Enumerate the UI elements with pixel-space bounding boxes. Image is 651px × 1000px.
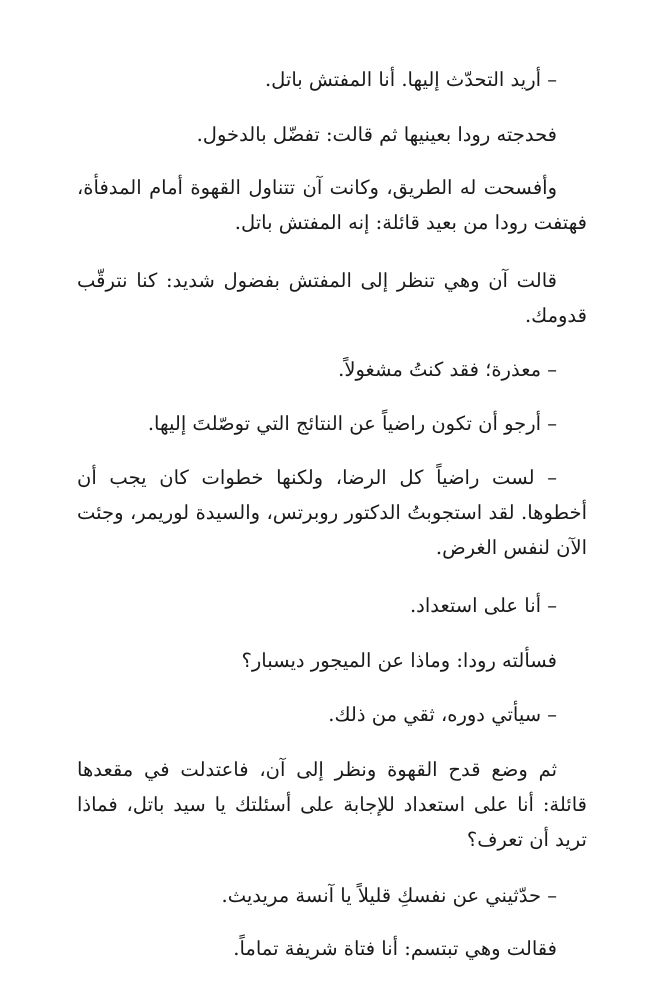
paragraph-11: ثم وضع قدح القهوة ونظر إلى آن، فاعتدلت في مقعدها قائلة: أنا على استعداد للإجابة على أسئلتك يا سيد باتل، فماذا تريد أن تعرف؟ [77, 758, 587, 851]
paragraph-9: فسألته رودا: وماذا عن الميجور ديسبار؟ [241, 649, 557, 672]
paragraph-6: – أرجو أن تكون راضياً عن النتائج التي توصّلتَ إليها. [147, 412, 557, 435]
paragraph-13: فقالت وهي تبتسم: أنا فتاة شريفة تماماً. [233, 937, 557, 960]
paragraph-8: – أنا على استعداد. [409, 594, 557, 617]
paragraph-5: – معذرة؛ فقد كنتُ مشغولاً. [338, 358, 557, 381]
paragraph-7: – لست راضياً كل الرضا، ولكنها خطوات كان يجب أن أخطوها. لقد استجوبتُ الدكتور روبرتس، والسيدة لوريمر، وجئت الآن لنفس الغرض. [77, 466, 587, 559]
paragraph-10: – سيأتي دوره، ثقي من ذلك. [328, 703, 557, 726]
paragraph-2: فحدجته رودا بعينيها ثم قالت: تفضّل بالدخول. [196, 123, 557, 146]
paragraph-4: قالت آن وهي تنظر إلى المفتش بفضول شديد: كنا نترقّب قدومك. [77, 269, 587, 327]
paragraph-12: – حدّثيني عن نفسكِ قليلاً يا آنسة مريديث. [221, 884, 557, 907]
paragraph-1: – أريد التحدّث إليها. أنا المفتش باتل. [264, 68, 557, 91]
paragraph-3: وأفسحت له الطريق، وكانت آن تتناول القهوة أمام المدفأة، فهتفت رودا من بعيد قائلة: إنه المفتش باتل. [77, 176, 587, 234]
